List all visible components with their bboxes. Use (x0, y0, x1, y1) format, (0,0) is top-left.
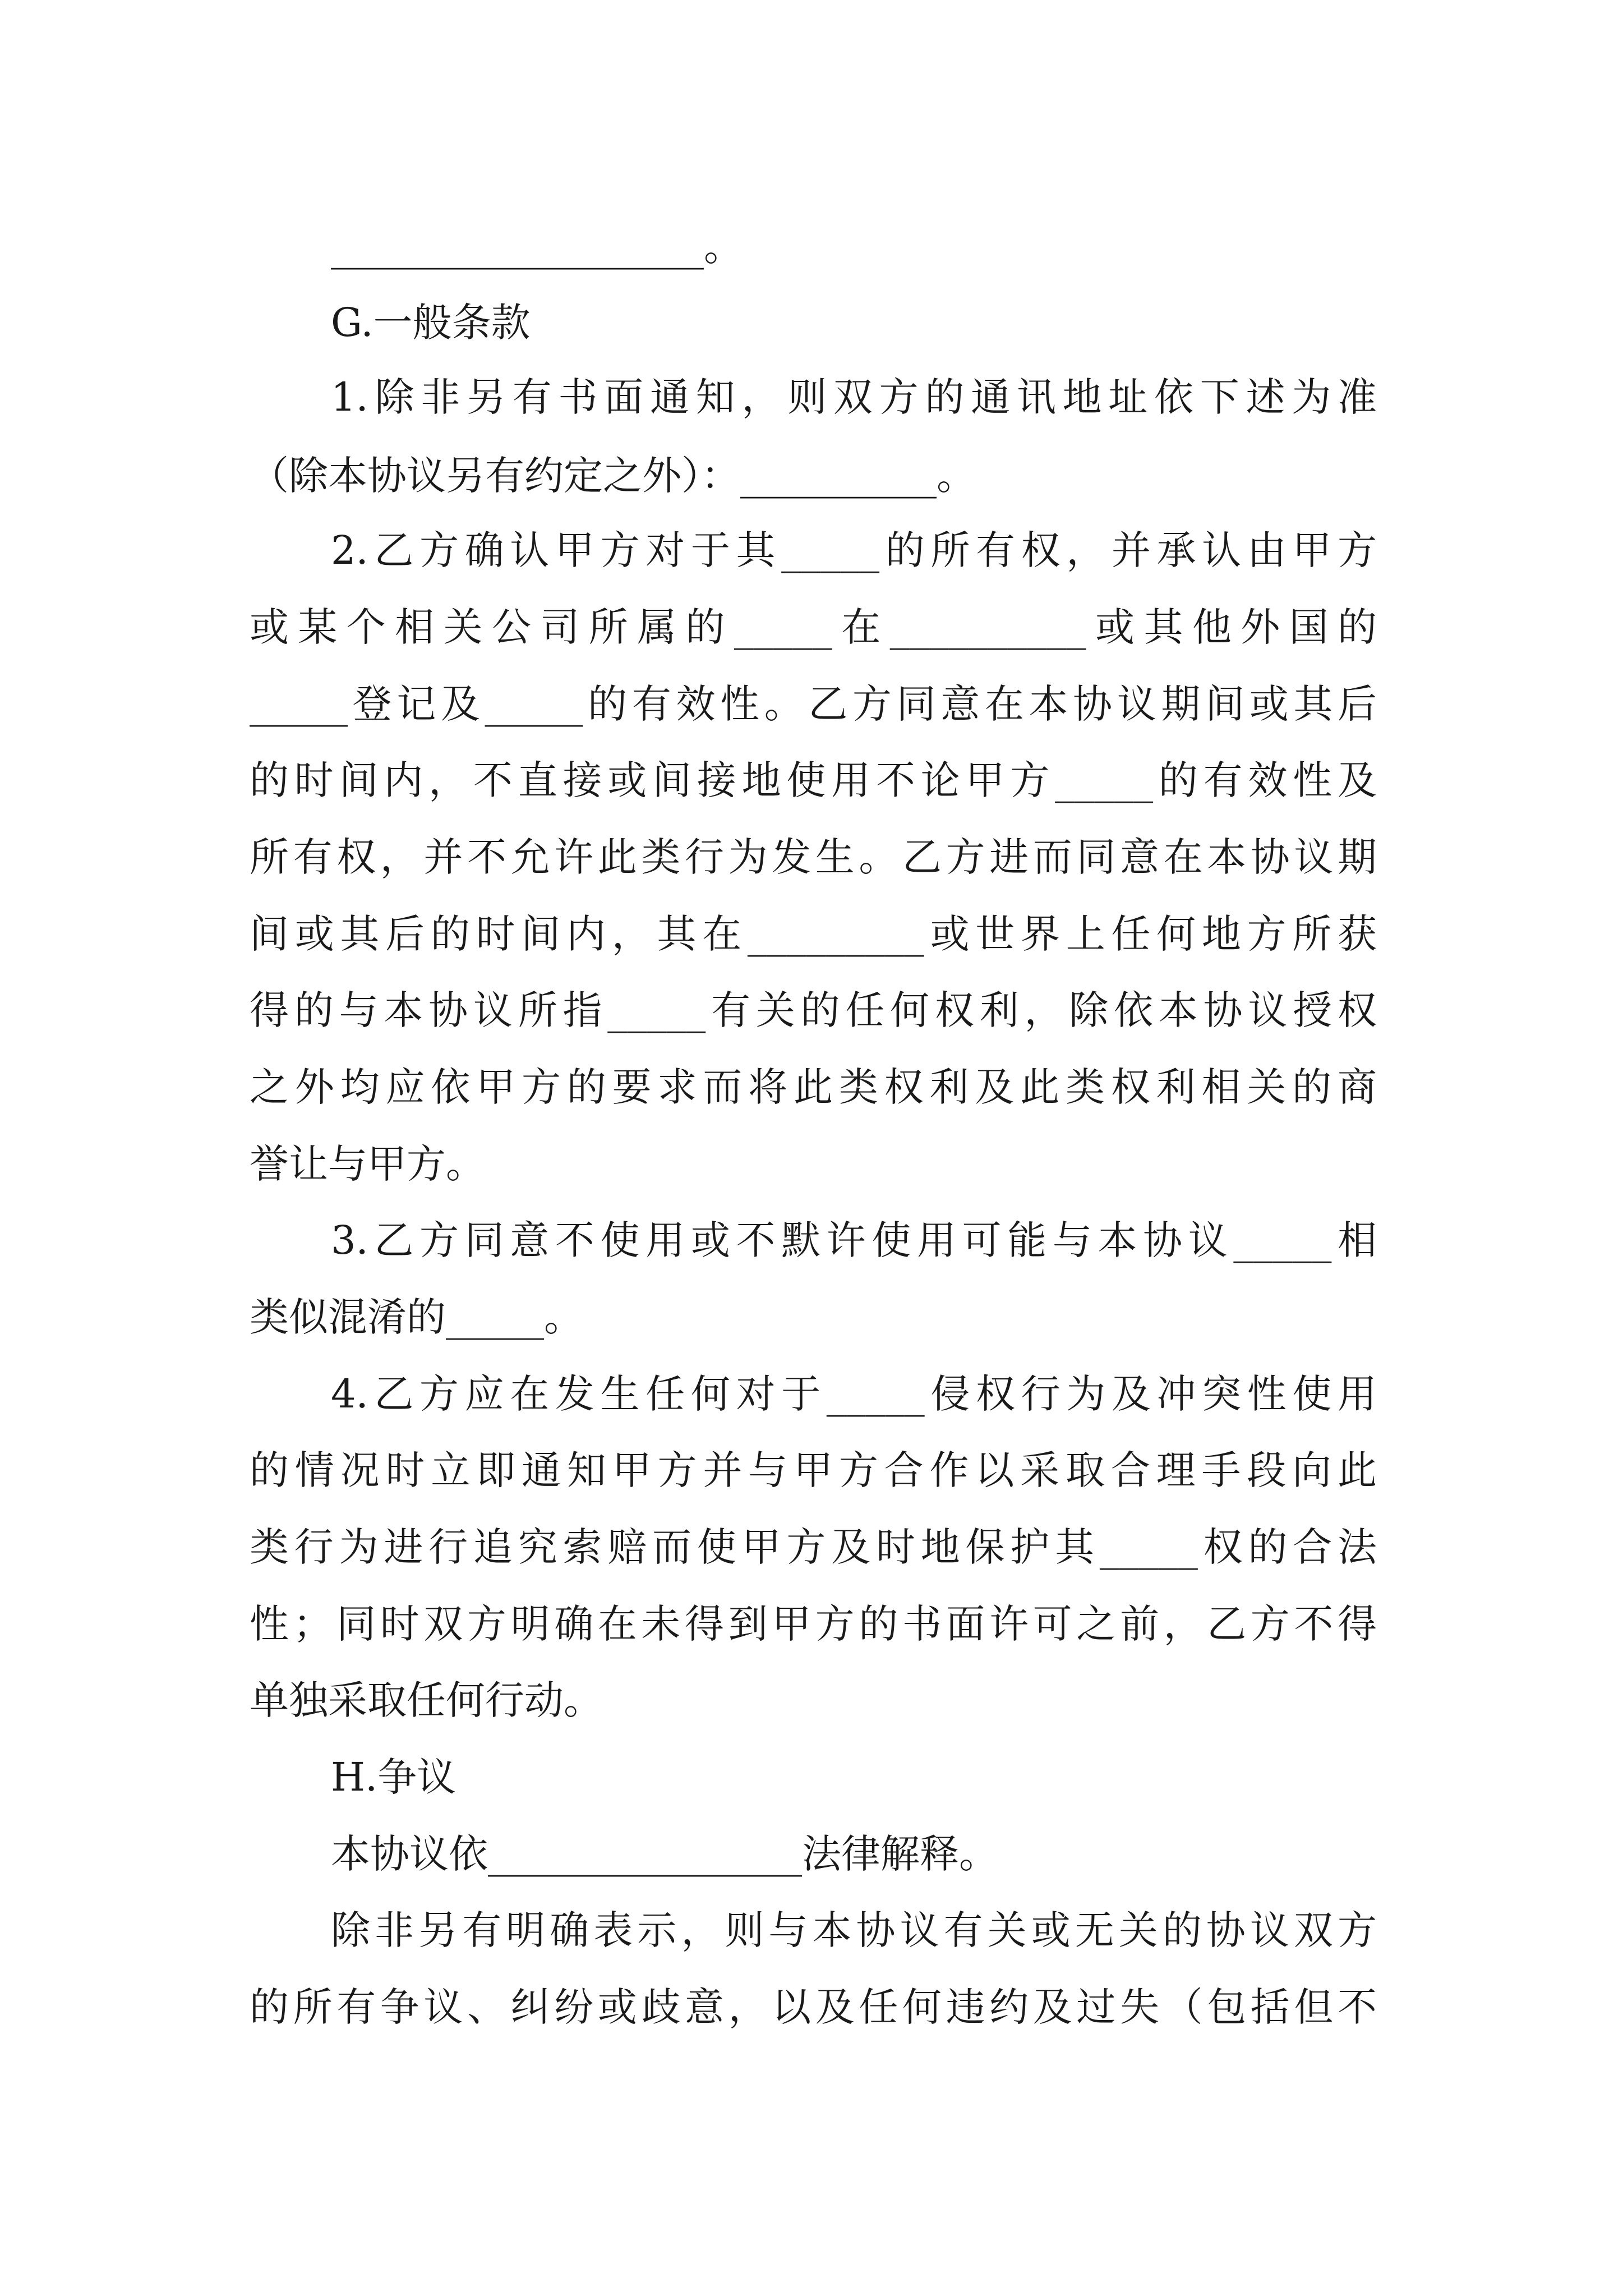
clause-2-line: 2.乙方确认甲方对于其_____的所有权，并承认由甲方 (331, 527, 1377, 573)
clause-2-line: 的时间内，不直接或间接地使用不论甲方_____的有效性及 (250, 757, 1377, 803)
clause-2-line: 间或其后的时间内，其在_________或世界上任何地方所获 (250, 911, 1377, 957)
clause-2-line: 所有权，并不允许此类行为发生。乙方进而同意在本协议期 (250, 834, 1377, 880)
clause-4-line: 类行为进行追究索赔而使甲方及时地保护其_____权的合法 (250, 1524, 1377, 1570)
clause-4-line: 单独采取任何行动。 (250, 1677, 603, 1723)
clause-2-line: _____登记及_____的有效性。乙方同意在本协议期间或其后 (250, 681, 1377, 727)
dispute-line: 除非另有明确表示，则与本协议有关或无关的协议双方 (331, 1907, 1377, 1953)
text-line: ___________________。 (331, 224, 743, 270)
section-heading-g: G.一般条款 (331, 300, 531, 346)
clause-1-line: 1.除非另有书面通知，则双方的通讯地址依下述为准 (331, 374, 1377, 420)
clause-2-line: 之外均应依甲方的要求而将此类权利及此类权利相关的商 (250, 1064, 1377, 1110)
clause-3-line: 3.乙方同意不使用或不默许使用可能与本协议_____相 (331, 1217, 1377, 1263)
clause-2-line: 得的与本协议所指_____有关的任何权利，除依本协议授权 (250, 987, 1377, 1033)
section-heading-h: H.争议 (331, 1754, 457, 1800)
clause-4-line: 性；同时双方明确在未得到甲方的书面许可之前，乙方不得 (250, 1601, 1377, 1647)
clause-2-line: 誉让与甲方。 (250, 1141, 485, 1187)
clause-1-line: （除本协议另有约定之外）：__________。 (250, 453, 976, 499)
clause-4-line: 4.乙方应在发生任何对于_____侵权行为及冲突性使用 (331, 1371, 1377, 1417)
clause-3-line: 类似混淆的_____。 (250, 1294, 583, 1340)
governing-law-line: 本协议依________________法律解释。 (331, 1831, 998, 1877)
clause-4-line: 的情况时立即通知甲方并与甲方合作以采取合理手段向此 (250, 1447, 1377, 1493)
clause-2-line: 或某个相关公司所属的_____在__________或其他外国的 (250, 604, 1377, 650)
dispute-line: 的所有争议、纠纷或歧意，以及任何违约及过失（包括但不 (250, 1984, 1377, 2030)
